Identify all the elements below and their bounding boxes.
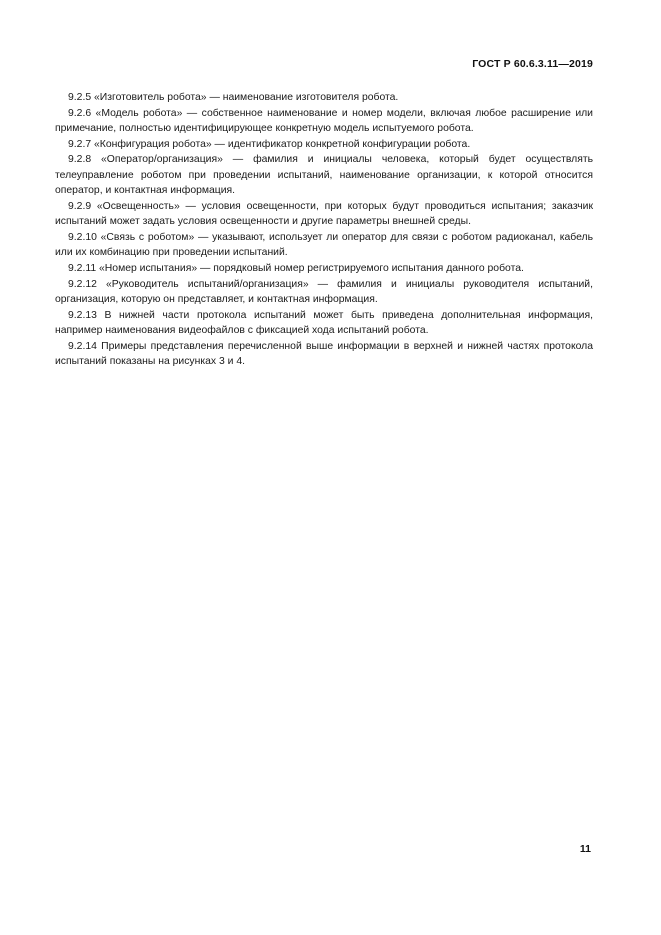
running-header-standard-number: ГОСТ Р 60.6.3.11—2019	[472, 58, 593, 70]
paragraph-9-2-12: 9.2.12 «Руководитель испытаний/организация» — фамилия и инициалы руководителя испытаний, организация, которую он представляет, и контактная информация.	[55, 278, 593, 306]
paragraph-9-2-14: 9.2.14 Примеры представления перечисленной выше информации в верхней и нижней частях протокола испытаний показаны на рисунках 3 и 4.	[55, 340, 593, 368]
paragraph-9-2-6: 9.2.6 «Модель робота» — собственное наименование и номер модели, включая любое расширение или примечание, полностью идентифицирующее конкретную модель испытуемого робота.	[55, 107, 593, 135]
body-text-block	[55, 90, 593, 370]
paragraph-9-2-7: 9.2.7 «Конфигурация робота» — идентификатор конкретной конфигурации робота.	[68, 138, 471, 150]
paragraph-9-2-5: 9.2.5 «Изготовитель робота» — наименование изготовителя робота.	[68, 92, 399, 103]
paragraph-9-2-13: 9.2.13 В нижней части протокола испытаний может быть приведена дополнительная информация, например наименования видеофайлов с фиксацией хода испытаний робота.	[55, 309, 593, 337]
paragraph-9-2-8: 9.2.8 «Оператор/организация» — фамилия и инициалы человека, который будет осуществлять телеуправление роботом при проведении испытаний, наименование организации, к которой относится оператор, и контактная информация.	[55, 154, 593, 197]
paragraph-9-2-10: 9.2.10 «Связь с роботом» — указывают, использует ли оператор для связи с роботом радиоканал, кабель или их комбинацию при проведении испытаний.	[55, 231, 593, 259]
paragraph-9-2-9: 9.2.9 «Освещенность» — условия освещенности, при которых будут проводиться испытания; заказчик испытаний может задать условия освещенности и другие параметры внешней среды.	[55, 200, 593, 228]
page-number: 11	[579, 843, 591, 855]
paragraph-9-2-11: 9.2.11 «Номер испытания» — порядковый номер регистрируемого испытания данного робота.	[68, 263, 524, 275]
